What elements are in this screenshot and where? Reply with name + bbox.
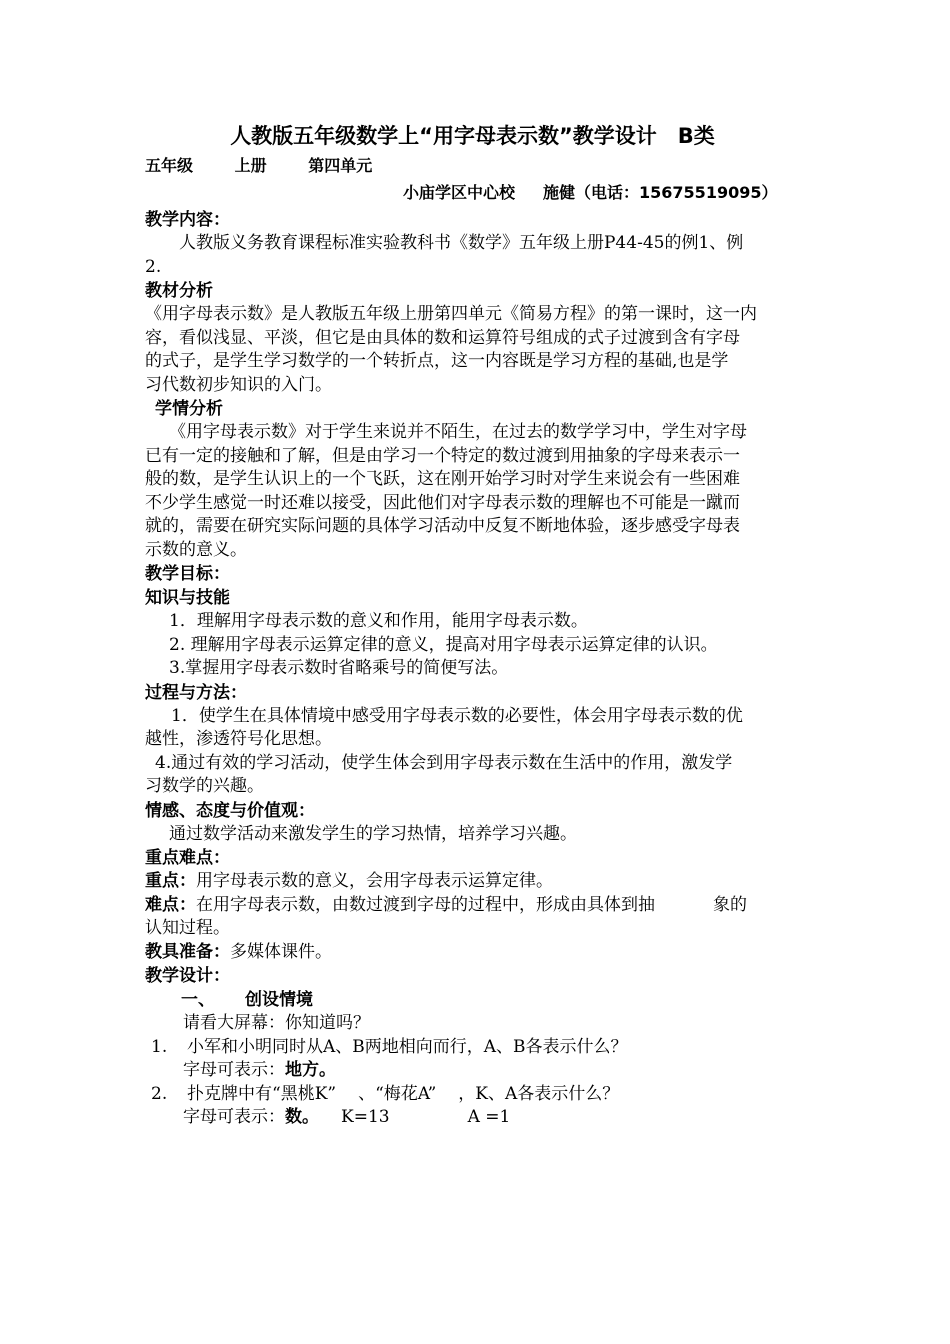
item-answer [145,1106,810,1130]
student-line: 已有一定的接触和了解，但是由学习一个特定的数过渡到用抽象的字母来表示一 [145,445,740,466]
intro-line: 请看大屏幕：你知道吗？ [183,1013,370,1033]
item-text: 、“梅花A” [358,1083,437,1104]
knowledge-item: 3.掌握用字母表示数时省略乘号的简便写法。 [169,658,509,678]
list-item [145,1083,810,1107]
unit: 第四单元 [308,156,373,175]
difficulty-line: 认知过程。 [145,918,230,938]
document-title: 人教版五年级数学上“用字母表示数”教学设计 B类 [230,124,715,148]
document-page [145,118,810,1130]
section-heading [145,988,810,1012]
teacher: 施健（电话：15675519095） [543,183,778,202]
school: 小庙学区中心校 [403,183,516,202]
key-text: 用字母表示数的意义，会用字母表示运算定律。 [196,871,553,891]
list-item [145,1036,810,1060]
difficulty-text-end: 象的 [713,894,747,915]
process-line: 越性，渗透符号化思想。 [145,729,332,749]
answer-prefix: 字母可表示： [183,1107,285,1127]
item-number: 1. [151,1036,168,1057]
section-title: 创设情境 [245,990,313,1010]
material-line: 容，看似浅显、平淡，但它是由具体的数和运算符号组成的式子过渡到含有字母 [145,327,740,348]
process-line: 习数学的兴趣。 [145,776,264,796]
difficulty-text: 在用字母表示数，由数过渡到字母的过程中，形成由具体到抽 [196,894,655,915]
goals-heading: 教学目标： [145,564,230,584]
item-text: ，K、A各表示什么？ [458,1083,620,1104]
item-text: 小军和小明同时从A、B两地相向而行，A、B各表示什么？ [187,1036,628,1057]
answer-prefix: 字母可表示： [183,1060,285,1080]
content-text-line: 人教版义务教育课程标准实验教科书《数学》五年级上册P44-45的例1、例 [179,233,744,253]
knowledge-item: 2. 理解用字母表示运算定律的意义，提高对用字母表示运算定律的认识。 [169,634,718,655]
process-line: 4.通过有效的学习活动，使学生体会到用字母表示数在生活中的作用，激发学 [155,752,733,773]
k-value: K=13 [341,1107,390,1127]
student-line: 示数的意义。 [145,539,247,560]
difficulty-point [145,894,810,918]
content-text-line: 2. [145,256,162,277]
knowledge-item: 1．理解用字母表示数的意义和作用，能用字母表示数。 [169,611,588,631]
material-line: 《用字母表示数》是人教版五年级上册第四单元《简易方程》的第一课时，这一内 [145,304,757,324]
answer-value: 数。 [285,1107,319,1127]
a-value: A =1 [467,1107,511,1127]
emotion-heading: 情感、态度与价值观： [145,800,315,821]
keypoints-heading: 重点难点： [145,848,230,868]
material-line: 习代数初步知识的入门。 [145,374,332,395]
item-text: 扑克牌中有“黑桃K” [187,1083,337,1104]
answer-value: 地方。 [285,1060,336,1080]
material-heading: 教材分析 [145,281,213,301]
student-line: 《用字母表示数》对于学生来说并不陌生，在过去的数学学习中，学生对字母 [169,422,747,442]
tools-text: 多媒体课件。 [230,941,332,962]
author-meta [145,178,810,208]
student-line: 般的数，是学生认识上的一个飞跃，这在刚开始学习时对学生来说会有一些困难 [145,469,740,489]
student-line: 不少学生感觉一时还难以接受，因此他们对字母表示数的理解也不可能是一蹴而 [145,492,740,513]
tools [145,941,810,965]
course-meta [145,154,810,178]
content-heading: 教学内容： [145,210,230,230]
item-number: 2. [151,1083,168,1104]
grade: 五年级 [145,156,194,175]
item-answer [145,1059,810,1083]
tools-label: 教具准备： [145,941,230,962]
section-number: 一、 [181,990,215,1010]
volume: 上册 [234,156,267,175]
key-point [145,870,810,894]
process-line: 1．使学生在具体情境中感受用字母表示数的必要性，体会用字母表示数的优 [171,705,743,726]
design-heading: 教学设计： [145,966,230,986]
process-heading: 过程与方法： [145,682,247,703]
knowledge-heading: 知识与技能 [145,588,230,608]
emotion-text: 通过数学活动来激发学生的学习热情，培养学习兴趣。 [169,823,577,844]
student-heading: 学情分析 [155,399,223,419]
material-line: 的式子，是学生学习数学的一个转折点，这一内容既是学习方程的基础,也是学 [145,351,729,371]
difficulty-label: 难点： [145,894,196,915]
key-label: 重点： [145,871,196,891]
student-line: 就的，需要在研究实际问题的具体学习活动中反复不断地体验，逐步感受字母表 [145,516,740,536]
